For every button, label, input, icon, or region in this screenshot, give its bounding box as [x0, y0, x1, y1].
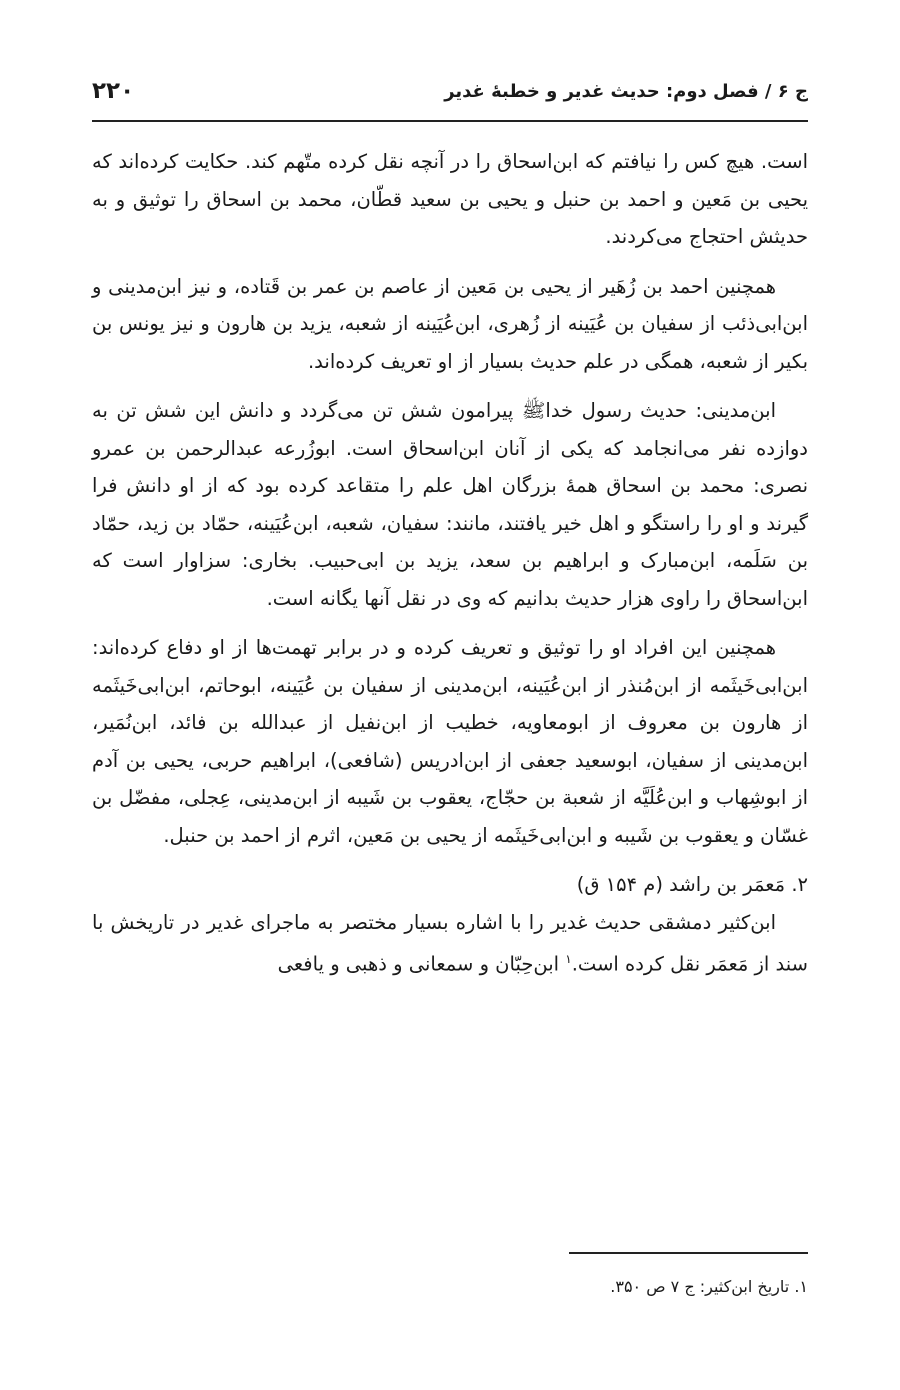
- paragraph-5-text: ابن‌کثير دمشقى حديث غدير را با اشاره بسيار مختصر به ماجراى غدير در تاريخش با سند از مَعمَر نقل کرده است.: [92, 910, 808, 976]
- paragraph-5-tail: ابن‌حِبّان و سمعانى و ذهبى و يافعى: [277, 952, 566, 976]
- paragraph-1: است. هيچ کس را نيافتم که ابن‌اسحاق را در آنچه نقل کرده متّهم کند. حکايت کرده‌اند که يحيى بن مَعين و احمد بن حنبل و يحيى بن سعيد قطّان، محمد بن اسحاق را توثيق و به حديثش احتجاج مى‌کردند.: [92, 150, 808, 248]
- page-number: ۲۲۰: [92, 78, 135, 104]
- paragraph-5: [92, 904, 808, 984]
- header-rule: [92, 120, 808, 122]
- footnote-rule: [569, 1252, 808, 1254]
- footnote: ۱. تاريخ ابن‌کثير: ج ۷ ص ۳۵۰.: [610, 1277, 808, 1296]
- body-text: [92, 143, 808, 983]
- paragraph-3: ابن‌مدينى: حديث رسول خداﷺ پيرامون شش تن مى‌گردد و دانش اين شش تن به دوازده نفر مى‌انجامد که يکى از آنان ابن‌اسحاق است. ابوزُرعه عبدالرحمن بن عمرو نصرى: محمد بن اسحاق همۀ بزرگان اهل علم را متقاعد کرده بود که از او دانش فرا گيرند و او را راستگو و اهل خير يافتند، مانند: سفيان، شعبه، ابن‌عُيَينه، حمّاد بن زيد، حمّاد بن سَلَمه، ابن‌مبارک و ابراهيم بن سعد، يزيد بن ابى‌حبيب. بخارى: سزاوار است که ابن‌اسحاق را راوى هزار حديث بدانيم که وى در نقل آنها يگانه است.: [92, 399, 808, 610]
- footnote-marker[interactable]: ۱: [565, 952, 572, 966]
- paragraph-2: همچنين احمد بن زُهَير از يحيى بن مَعين از عاصم بن عمر بن قَتاده، و نيز ابن‌مدينى و ابن‌ابى‌ذئب از سفيان بن عُيَينه از زُهرى، ابن‌عُيَينه از شعبه، يزيد بن هارون و نيز يونس بن بکير از شعبه، همگى در علم حديث بسيار از او تعريف کرده‌اند.: [92, 274, 808, 373]
- paragraph-4: همچنين اين افراد او را توثيق و تعريف کرده و در برابر تهمت‌ها از او دفاع کرده‌اند: ابن‌ابى‌خَيثَمه از ابن‌مُنذر از ابن‌عُيَينه، ابن‌مدينى از سفيان بن عُيَينه، ابوحاتم، ابن‌ابى‌خَيثَمه از هارون بن معروف از ابومعاويه، خطيب از ابن‌نفيل از عبدالله بن فائد، ابن‌نُمَير، ابن‌مدينى از سفيان، ابوسعيد جعفى از ابن‌ادريس (شافعى)، ابراهيم حربى، يحيى بن آدم از ابوشِهاب و ابن‌عُلَيَّه از شعبة بن حجّاج، يعقوب بن شَيبه از ابن‌مدينى، عِجلى، مفضّل بن غسّان و يعقوب بن شَيبه و ابن‌ابى‌خَيثَمه از يحيى بن مَعين، اثرم از احمد بن حنبل.: [92, 636, 808, 847]
- running-title: ج ۶ / فصل دوم: حديث غدير و خطبۀ غدير: [444, 80, 808, 102]
- page-header: [92, 68, 808, 114]
- section-heading: ۲. مَعمَر بن راشد (م ۱۵۴ ق): [576, 873, 808, 896]
